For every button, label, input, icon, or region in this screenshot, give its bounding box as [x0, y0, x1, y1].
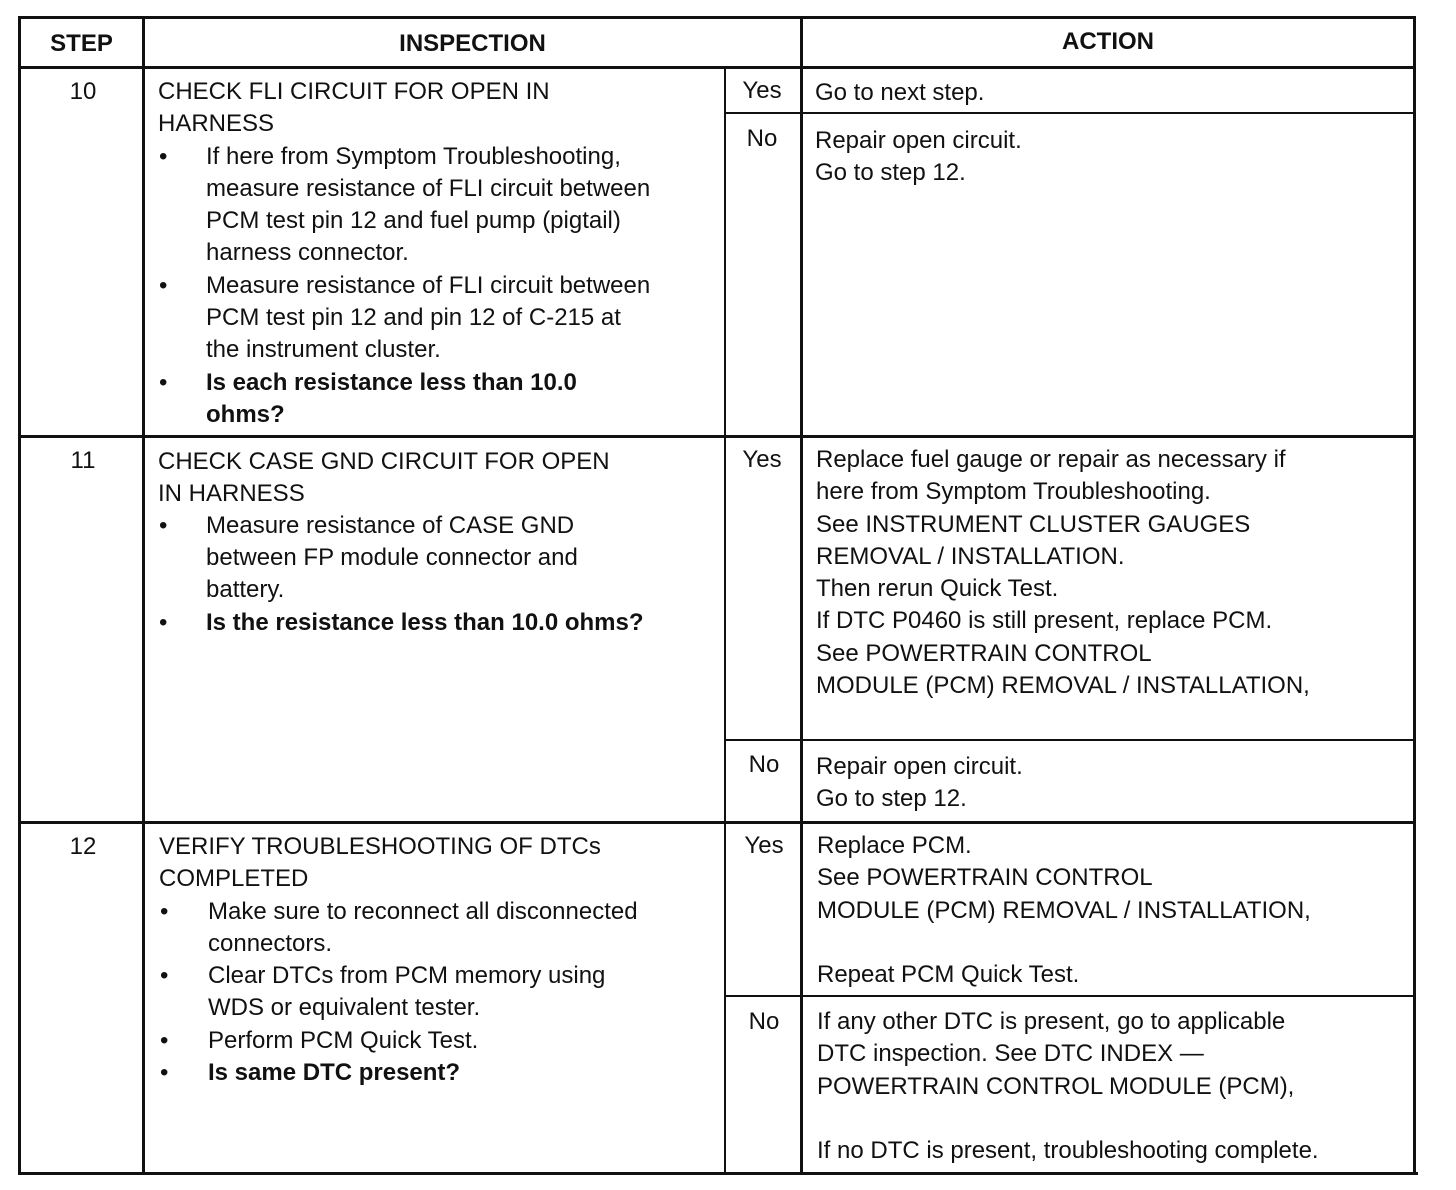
- inspection-bullet-line: connectors.: [208, 930, 333, 957]
- inspection-bullet-line: PCM test pin 12 and pin 12 of C-215 at: [206, 304, 621, 331]
- no-label: No: [748, 751, 780, 778]
- yes-action: [815, 77, 984, 109]
- no-action: [817, 1006, 1319, 1167]
- bullet-icon: •: [160, 962, 169, 989]
- step-number: 11: [70, 447, 96, 474]
- inspection-bullet-line: battery.: [206, 576, 285, 603]
- action-line: Replace PCM.: [817, 832, 972, 859]
- action-line: Repair open circuit.: [815, 127, 1022, 154]
- action-line: If DTC P0460 is still present, replace PCM.: [816, 607, 1273, 635]
- header-divider: [18, 66, 1416, 69]
- step-number: 12: [69, 833, 97, 860]
- yes-label: Yes: [744, 832, 784, 859]
- bullet-icon: •: [159, 143, 168, 170]
- action-line: Repeat PCM Quick Test.: [817, 961, 1080, 989]
- inspection-title-line: CHECK CASE GND CIRCUIT FOR OPEN: [158, 448, 610, 475]
- action-line: Repair open circuit.: [816, 753, 1023, 780]
- bullet-icon: •: [159, 512, 168, 539]
- inspection-title-line: CHECK FLI CIRCUIT FOR OPEN IN: [158, 78, 550, 105]
- yes-action: [816, 444, 1310, 702]
- yes-action: [817, 830, 1311, 991]
- inspection-bullet-line: Clear DTCs from PCM memory using: [208, 962, 606, 989]
- bullet-icon: •: [160, 1059, 169, 1086]
- inspection-question-line: Is same DTC present?: [208, 1059, 461, 1086]
- action-line: See POWERTRAIN CONTROL: [816, 639, 1152, 667]
- action-line: MODULE (PCM) REMOVAL / INSTALLATION,: [816, 672, 1310, 700]
- row-divider-11-12: [18, 821, 1416, 824]
- action-line: Go to next step.: [815, 79, 985, 106]
- action-line: here from Symptom Troubleshooting.: [816, 478, 1211, 506]
- inspection-question-line: ohms?: [206, 401, 285, 428]
- action-line: REMOVAL / INSTALLATION.: [816, 542, 1125, 570]
- inspection-title-line: COMPLETED: [159, 865, 309, 892]
- inspection-title-line: VERIFY TROUBLESHOOTING OF DTCs: [159, 833, 601, 860]
- inspection-title-line: IN HARNESS: [158, 480, 305, 507]
- yes-no-divider-10: [724, 112, 1416, 114]
- inspection-bullet-line: harness connector.: [206, 239, 409, 266]
- action-column-divider: [800, 16, 803, 1175]
- row-divider-10-11: [18, 435, 1416, 438]
- action-line: POWERTRAIN CONTROL MODULE (PCM),: [817, 1072, 1295, 1100]
- yes-no-divider-12: [724, 995, 1416, 997]
- inspection-question-line: Is the resistance less than 10.0 ohms?: [206, 609, 644, 636]
- action-line: Replace fuel gauge or repair as necessary if: [816, 446, 1286, 473]
- action-line: Go to step 12.: [815, 159, 966, 187]
- inspection-bullet-line: PCM test pin 12 and fuel pump (pigtail): [206, 207, 621, 234]
- action-line: See POWERTRAIN CONTROL: [817, 864, 1153, 892]
- action-line: If no DTC is present, troubleshooting complete.: [817, 1137, 1319, 1165]
- no-label: No: [746, 125, 778, 152]
- inspection-bullet-line: between FP module connector and: [206, 544, 578, 571]
- header-step: STEP: [50, 30, 113, 57]
- action-line: Then rerun Quick Test.: [816, 575, 1059, 603]
- inspection-bullet-line: Perform PCM Quick Test.: [208, 1027, 479, 1054]
- table-border-top: [18, 16, 1416, 19]
- inspection-bullet-line: WDS or equivalent tester.: [208, 994, 481, 1021]
- action-line: Go to step 12.: [816, 785, 967, 813]
- action-line: See INSTRUMENT CLUSTER GAUGES: [816, 510, 1251, 538]
- step-column-divider: [142, 16, 145, 1175]
- inspection-question-line: Is each resistance less than 10.0: [206, 369, 577, 396]
- bullet-icon: •: [160, 1027, 169, 1054]
- header-inspection: INSPECTION: [399, 30, 546, 57]
- inspection-title-line: HARNESS: [158, 110, 275, 137]
- inspection-bullet-line: Measure resistance of CASE GND: [206, 512, 575, 539]
- action-line: If any other DTC is present, go to applicable: [817, 1008, 1286, 1035]
- no-action: [816, 751, 1023, 816]
- inspection-bullet-line: Measure resistance of FLI circuit between: [206, 272, 651, 299]
- no-action: [815, 125, 1022, 190]
- bullet-icon: •: [159, 272, 168, 299]
- table-border-bottom: [18, 1172, 1418, 1175]
- no-label: No: [748, 1008, 780, 1035]
- yes-label: Yes: [742, 446, 782, 473]
- table-border-left: [18, 16, 21, 1175]
- action-line: [817, 1103, 1319, 1135]
- bullet-icon: •: [160, 898, 169, 925]
- yes-label: Yes: [742, 77, 782, 104]
- inspection-bullet-line: the instrument cluster.: [206, 336, 441, 363]
- table-border-right: [1413, 16, 1416, 1175]
- yes-no-divider-11: [724, 739, 1416, 741]
- bullet-icon: •: [159, 369, 168, 396]
- action-line: [817, 927, 1311, 959]
- inspection-bullet-line: If here from Symptom Troubleshooting,: [206, 143, 621, 170]
- bullet-icon: •: [159, 609, 168, 636]
- step-number: 10: [69, 78, 97, 105]
- inspection-bullet-line: measure resistance of FLI circuit between: [206, 175, 651, 202]
- action-line: MODULE (PCM) REMOVAL / INSTALLATION,: [817, 896, 1311, 924]
- inspection-bullet-line: Make sure to reconnect all disconnected: [208, 898, 638, 925]
- action-line: DTC inspection. See DTC INDEX —: [817, 1040, 1204, 1068]
- header-action: ACTION: [1062, 28, 1154, 55]
